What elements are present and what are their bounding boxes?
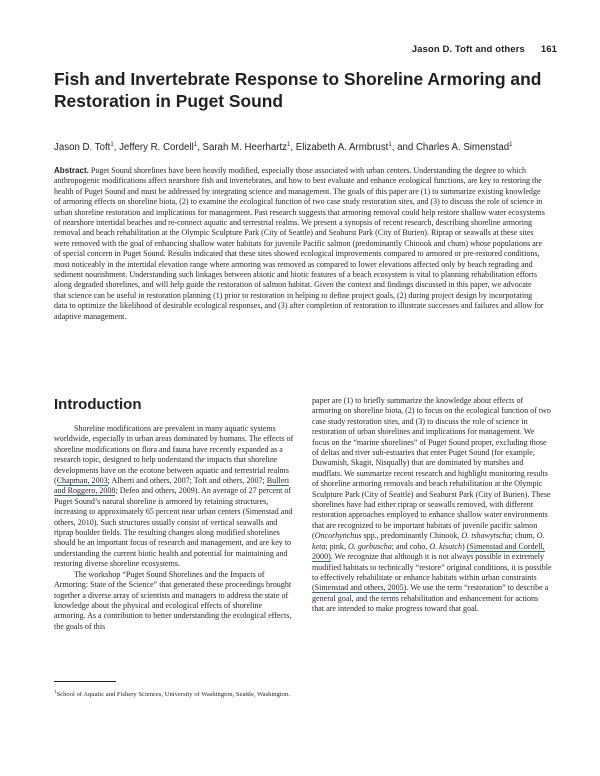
citation-link-chapman[interactable]: Chapman, 2003 [56,476,108,486]
abstract-label: Abstract. [54,166,89,175]
affiliation-mark: 1 [509,142,513,148]
author-5: , and Charles A. Simenstad [391,142,510,154]
species-name: O. keta [312,531,545,551]
affiliation-mark: 1 [388,142,392,148]
abstract [54,166,545,322]
intro-paragraph-1 [54,424,294,570]
paper-title [54,68,554,112]
species-name: Oncorhynchus [314,531,362,541]
author-4: , Elizabeth A. Armbrust [290,142,389,154]
text-run: ; Alberti and others, 2007; Toft and others, 2007; [107,476,267,486]
abstract-text: Puget Sound shorelines have been heavily modified, especially those associated with urban centers. Understanding the degree to which anthropogenic modifications affect nearshore fish and invertebrates, and how to best evaluate and enhance ecological functions, are key to restoring the health of Puget Sound and must be addressed by integrating science and management. The goals of this paper are (1) to summarize existing knowledge of armoring effects on shoreline biota, (2) to examine the ecological function of two case study restoration sites, and (3) to discuss the role of science in urban shoreline restoration and implications for management. Past research suggests that armoring removal could help restore shallow water ecosystems of nearshore intertidal beaches and re-connect aquatic and terrestrial realms. We present a synopsis of recent research, describing shoreline armoring removal and beach rehabilitation at the Olympic Sculpture Park (City of Seattle) and Seahurst Park (City of Burien). Riprap or seawalls at these sites were removed with the goal of enhancing shallow water habitats for juvenile Pacific salmon (predominantly Chinook and chum) whose populations are of special concern in Puget Sound. Results indicated that these sites showed ecological improvements compared to armored or pre-restored conditions, most noticeably in the intertidal elevation range where armoring was removed as compared to lower elevations affected only by beach regrading and sediment nourishment. Understanding such linkages between abiotic and biotic features of a beach ecosystem is vital to planning rehabilitation efforts along degraded shorelines, and will help guide the restoration of salmon habitat. Given the context and findings discussed in this paper, we advocate that science can be useful in restoration planning (1) prior to restoration in helping to define project goals, (2) during project design by incorporating data to optimize the likelihood of desirable ecological responses, and (3) after completion of restoration to illustrate successes and failures and allow for adaptive management. [54,166,545,321]
running-header [0,44,557,55]
text-run: ; and coho, [391,541,430,551]
section-heading-introduction: Introduction [54,396,142,413]
text-run: . We use the term “restoration” to describe a general goal, and the terms rehabilitation and enhancement for actions that are intended to make progress toward that goal. [312,583,549,614]
species-name: O. tshawytscha [461,531,511,541]
affiliation-mark: 1 [110,142,114,148]
intro-paragraph-3 [312,396,552,615]
title-line-2: Restoration in Puget Sound [54,91,283,111]
text-run: . We recognize that although it is not always possible in extremely modified habitats to technically “restore” original conditions, it is possible to effectively rehabilitate or enhance habitats within urban constraints [312,552,552,582]
text-run: ; Defeo and others, 2009). An average of 27 percent of Puget Sound’s natural shoreline is armored by retaining structures, increasing to approximately 65 percent near urban centers (Simenstad and others, 2010). Such structures usually consist of vertical seawalls and riprap boulder fields. The resulting changes along modified shorelines should be an important focus of research and management, and are key to understanding the current biotic health and potential for maintaining and restoring diverse shoreline ecosystems. [54,486,293,569]
author-1: Jason D. Toft [54,142,111,154]
text-run: ; pink, [325,541,348,551]
running-head-authors: Jason D. Toft and others [411,44,525,55]
title-line-1: Fish and Invertebrate Response to Shoreline Armoring and [54,69,542,89]
text-run: ) [461,541,467,551]
text-run: Shoreline modifications are prevalent in many aquatic systems worldwide, especially in urban areas dominated by humans. The effects of shoreline modifications on flora and fauna have recently expanded as a research topic, designed to help understand the impacts that shoreline developments have on the ecotone between aquatic and terrestrial realms ( [54,424,294,486]
species-name: O. gorbuscha [347,541,392,551]
abstract-paragraph [54,166,545,322]
text-run: ; chum, [510,531,537,541]
left-column [54,424,294,632]
author-2: , Jeffery R. Cordell [113,142,194,154]
species-name: O. kisutch [429,541,462,551]
intro-paragraph-2: The workshop “Puget Sound Shorelines and the Impacts of Armoring: State of the Science” that generated these proceedings brought together a diverse array of scientists and managers to address the state of knowledge about the physical and ecological effects of shoreline armoring. As a contribution to better understanding the ecological effects, the goals of this [54,569,292,631]
citation-link-simenstad-2005[interactable]: (Simenstad and others, 2005) [312,583,407,593]
footnote-text: School of Aquatic and Fishery Sciences, University of Washington, Seattle, Washington. [56,691,290,699]
text-run: spp., predominantly Chinook, [361,531,462,541]
citation-link-bulleri[interactable]: Bulleri and Roggero, 2008 [54,476,290,496]
citation-link-simenstad-2000[interactable]: (Simenstad and Cordell, 2000) [312,541,545,562]
footnote-mark: 1 [54,690,57,695]
right-column [312,396,552,615]
author-list [54,139,554,154]
page-number: 161 [540,44,557,55]
footnote-rule [54,681,116,682]
author-3: , Sarah M. Heerhartz [197,142,288,154]
affiliation-mark: 1 [287,142,291,148]
text-run: paper are (1) to briefly summarize the knowledge about effects of armoring on shoreline biota, (2) to focus on the ecological function of two case study restoration sites, and (3) to discuss the role of science in restoration of urban shorelines and implications for management. We focus on the “marine shorelines” of Puget Sound proper, excluding those of deltas and river sub-estuaries that enter Puget Sound (for example, Duwamish, Skagit, Nisqually) that are dominated by marshes and mudflats. We summarize recent research and highlight monitoring results of shoreline armoring removals and beach rehabilitation at the Olympic Sculpture Park (City of Seattle) and Seahurst Park (City of Burien). These shorelines have had either riprap or seawalls removed, with different restoration approaches employed to enhance shallow water environments that are recognized to be important habitats of juvenile pacific salmon ( [312,396,551,541]
footnote [54,688,294,699]
affiliation-mark: 1 [193,142,198,148]
